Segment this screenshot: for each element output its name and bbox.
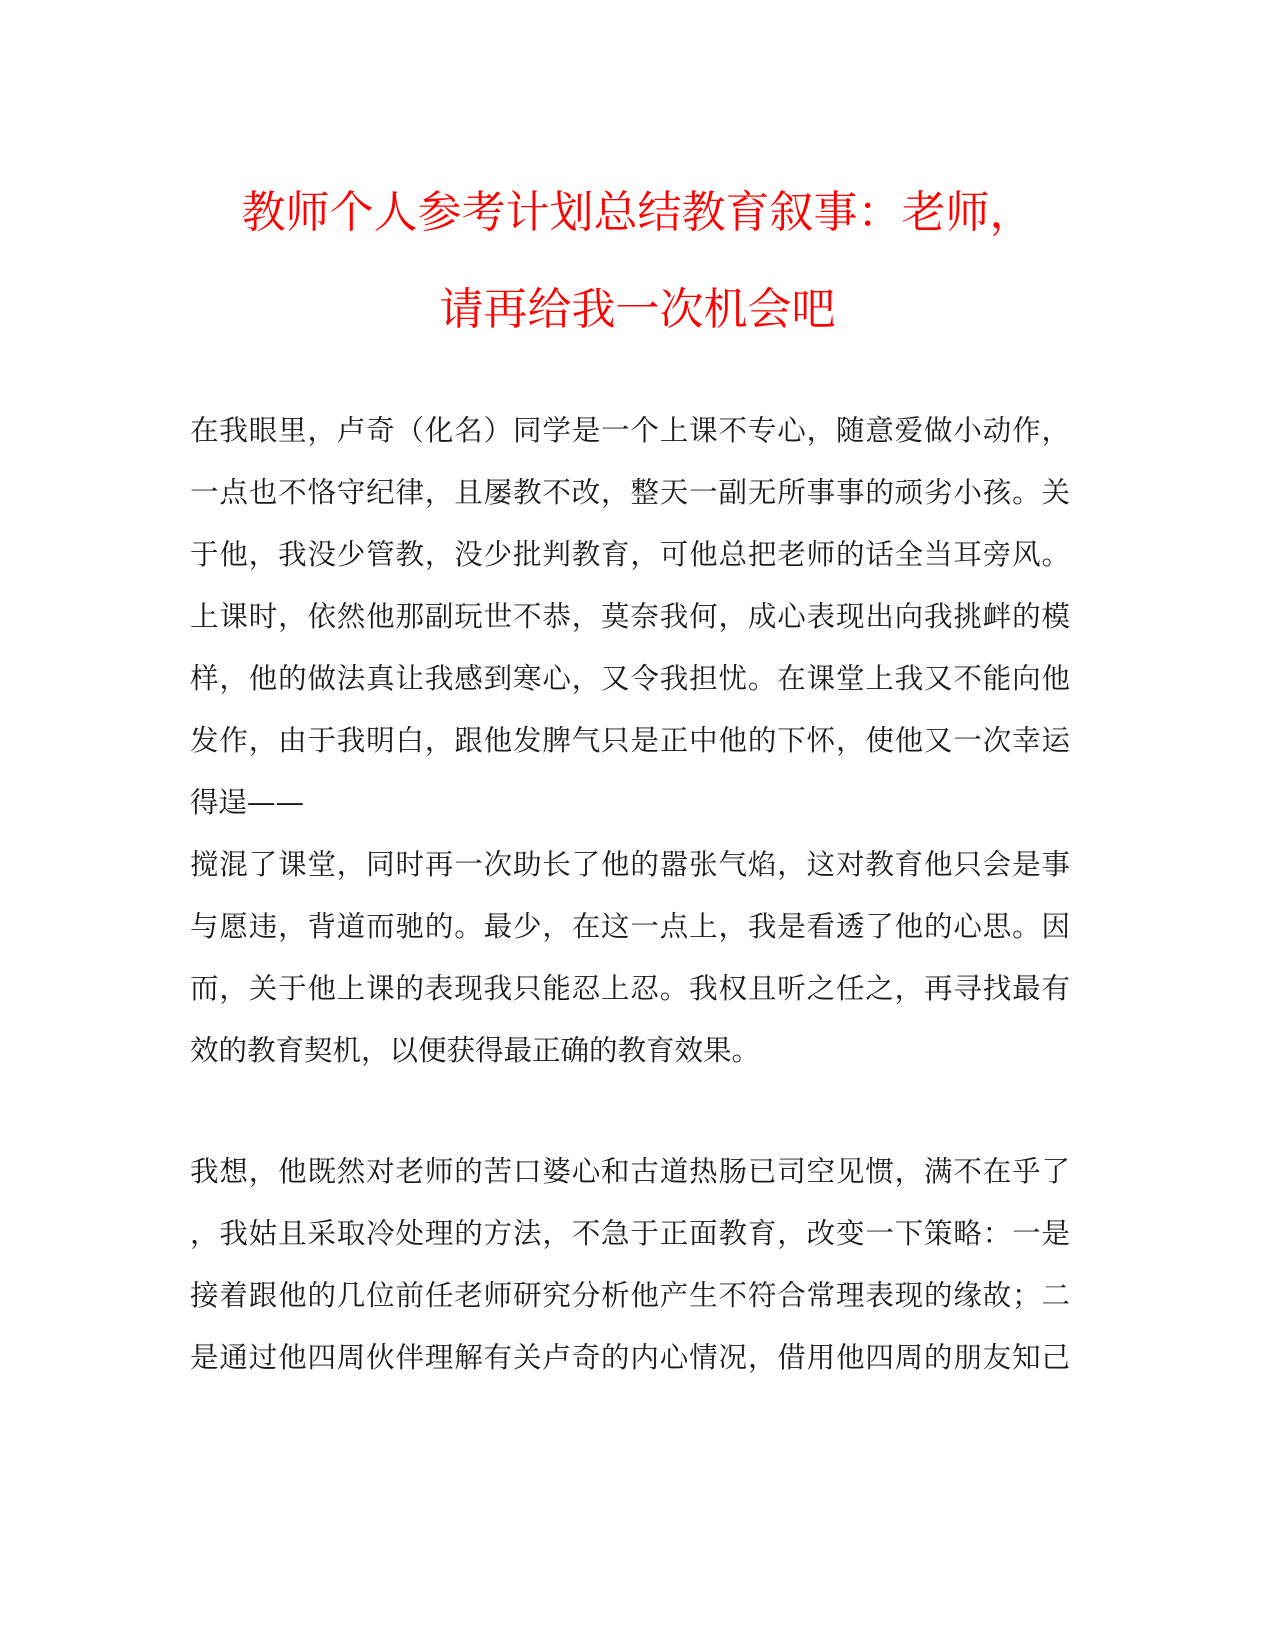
paragraph-line: ，我姑且采取冷处理的方法，不急于正面教育，改变一下策略：一是 [190,1217,1070,1250]
paragraph-line: 样，他的做法真让我感到寒心，又令我担忧。在课堂上我又不能向他 [190,662,1070,695]
paragraph-line: 搅混了课堂，同时再一次助长了他的嚣张气焰，这对教育他只会是事 [190,848,1070,881]
paragraph-line: 我想，他既然对老师的苦口婆心和古道热肠已司空见惯，满不在乎了 [190,1155,1070,1188]
paragraph-line: 于他，我没少管教，没少批判教育，可他总把老师的话全当耳旁风。 [190,538,1070,571]
paragraph-line: 得逞—— [190,786,305,819]
paragraph-line: 接着跟他的几位前任老师研究分析他产生不符合常理表现的缘故；二 [190,1279,1070,1312]
paragraph-line: 一点也不恪守纪律，且屡教不改，整天一副无所事事的顽劣小孩。关 [190,476,1070,509]
paragraph-line: 发作，由于我明白，跟他发脾气只是正中他的下怀，使他又一次幸运 [190,724,1070,757]
paragraph-line: 在我眼里，卢奇（化名）同学是一个上课不专心，随意爱做小动作， [190,414,1070,447]
paragraph-line: 效的教育契机，以便获得最正确的教育效果。 [190,1034,761,1067]
paragraph-line: 而，关于他上课的表现我只能忍上忍。我权且听之任之，再寻找最有 [190,972,1070,1005]
document-title-line-2: 请再给我一次机会吧 [439,284,836,335]
paragraph-line: 与愿违，背道而驰的。最少，在这一点上，我是看透了他的心思。因 [190,910,1070,943]
document-title-line-1: 教师个人参考计划总结教育叙事：老师， [241,187,1034,238]
paragraph-line: 上课时，依然他那副玩世不恭，莫奈我何，成心表现出向我挑衅的模 [190,600,1070,633]
paragraph-line: 是通过他四周伙伴理解有关卢奇的内心情况，借用他四周的朋友知己 [190,1341,1070,1374]
